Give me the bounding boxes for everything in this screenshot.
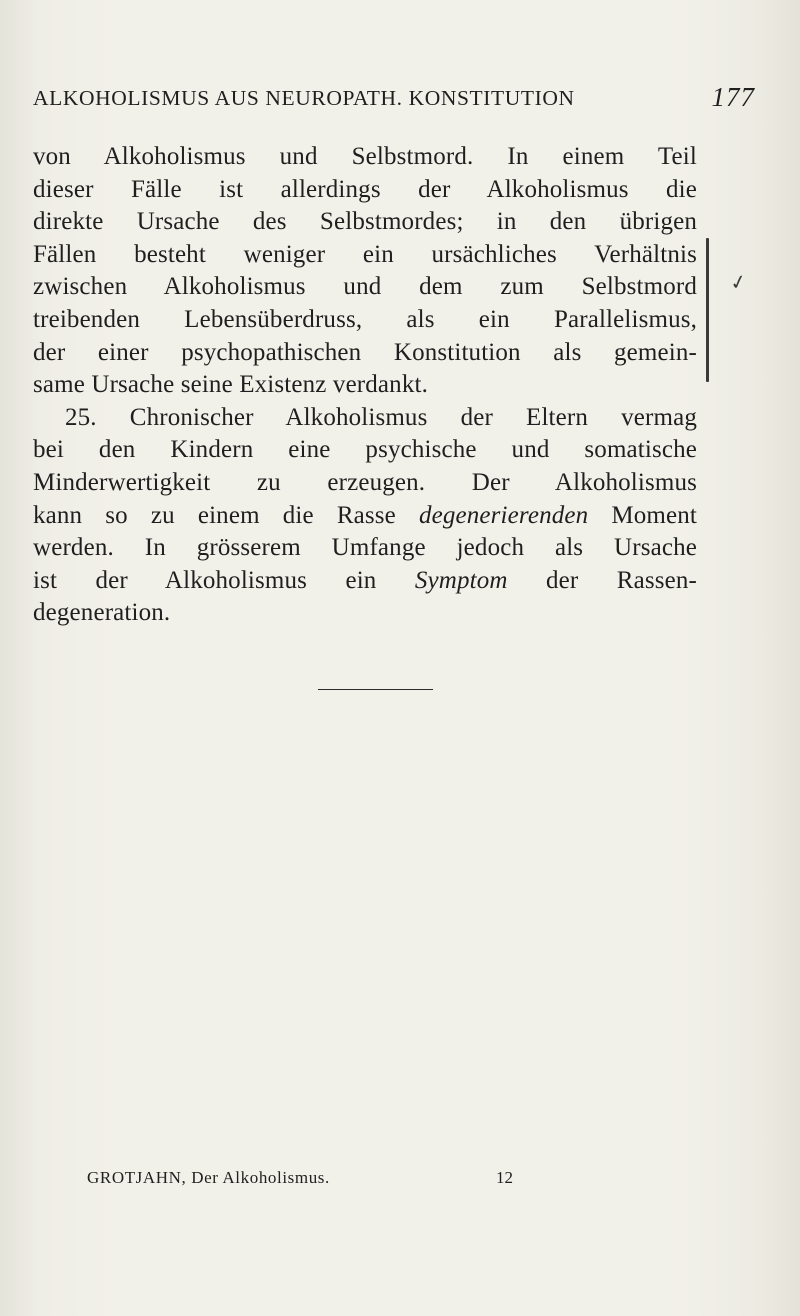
margin-bracket-mark (706, 238, 709, 382)
text-line: Minderwertigkeit zu erzeugen. Der Alkoholismus (33, 468, 697, 496)
emphasis-symptom: Symptom (414, 566, 508, 594)
footer-sheet-number: 12 (496, 1168, 513, 1187)
text-line: zwischen Alkoholismus und dem zum Selbstmord (33, 273, 697, 301)
text-line-with-emphasis (33, 500, 697, 533)
text-segment: ist der Alkoholismus ein (33, 566, 415, 594)
running-title: ALKOHOLISMUS AUS NEUROPATH. KONSTITUTION (33, 86, 575, 110)
text-line: der einer psychopathischen Konstitution als gemein- (33, 338, 697, 366)
paragraph-25-first-line: 25. Chronischer Alkoholismus der Eltern vermag (65, 403, 697, 431)
text-line: degeneration. (33, 599, 171, 627)
margin-annotation-mark: ✓ (727, 268, 750, 296)
text-line: werden. In grösserem Umfange jedoch als Ursache (33, 534, 697, 562)
text-line: direkte Ursache des Selbstmordes; in den übrigen (33, 208, 697, 236)
emphasis-degenerierenden: degenerierenden (418, 501, 589, 529)
text-line: same Ursache seine Existenz verdankt. (33, 371, 428, 399)
page-header (33, 78, 755, 118)
text-line: bei den Kindern eine psychische und somatische (33, 436, 697, 464)
text-line: treibenden Lebensüberdruss, als ein Parallelismus, (33, 305, 697, 333)
footer-signature: GROTJAHN, Der Alkoholismus. (87, 1168, 330, 1187)
text-line: dieser Fälle ist allerdings der Alkoholismus die (33, 175, 697, 203)
text-segment: Moment (588, 501, 697, 529)
text-segment: kann so zu einem die Rasse (33, 501, 419, 529)
page-number: 177 (711, 82, 755, 112)
text-segment: der Rassen- (507, 566, 698, 594)
text-line: von Alkoholismus und Selbstmord. In einem Teil (33, 143, 697, 170)
text-line-with-emphasis (33, 565, 697, 598)
section-divider (318, 689, 433, 690)
body-text (33, 141, 697, 630)
text-line: Fällen besteht weniger ein ursächliches Verhältnis (33, 240, 697, 268)
